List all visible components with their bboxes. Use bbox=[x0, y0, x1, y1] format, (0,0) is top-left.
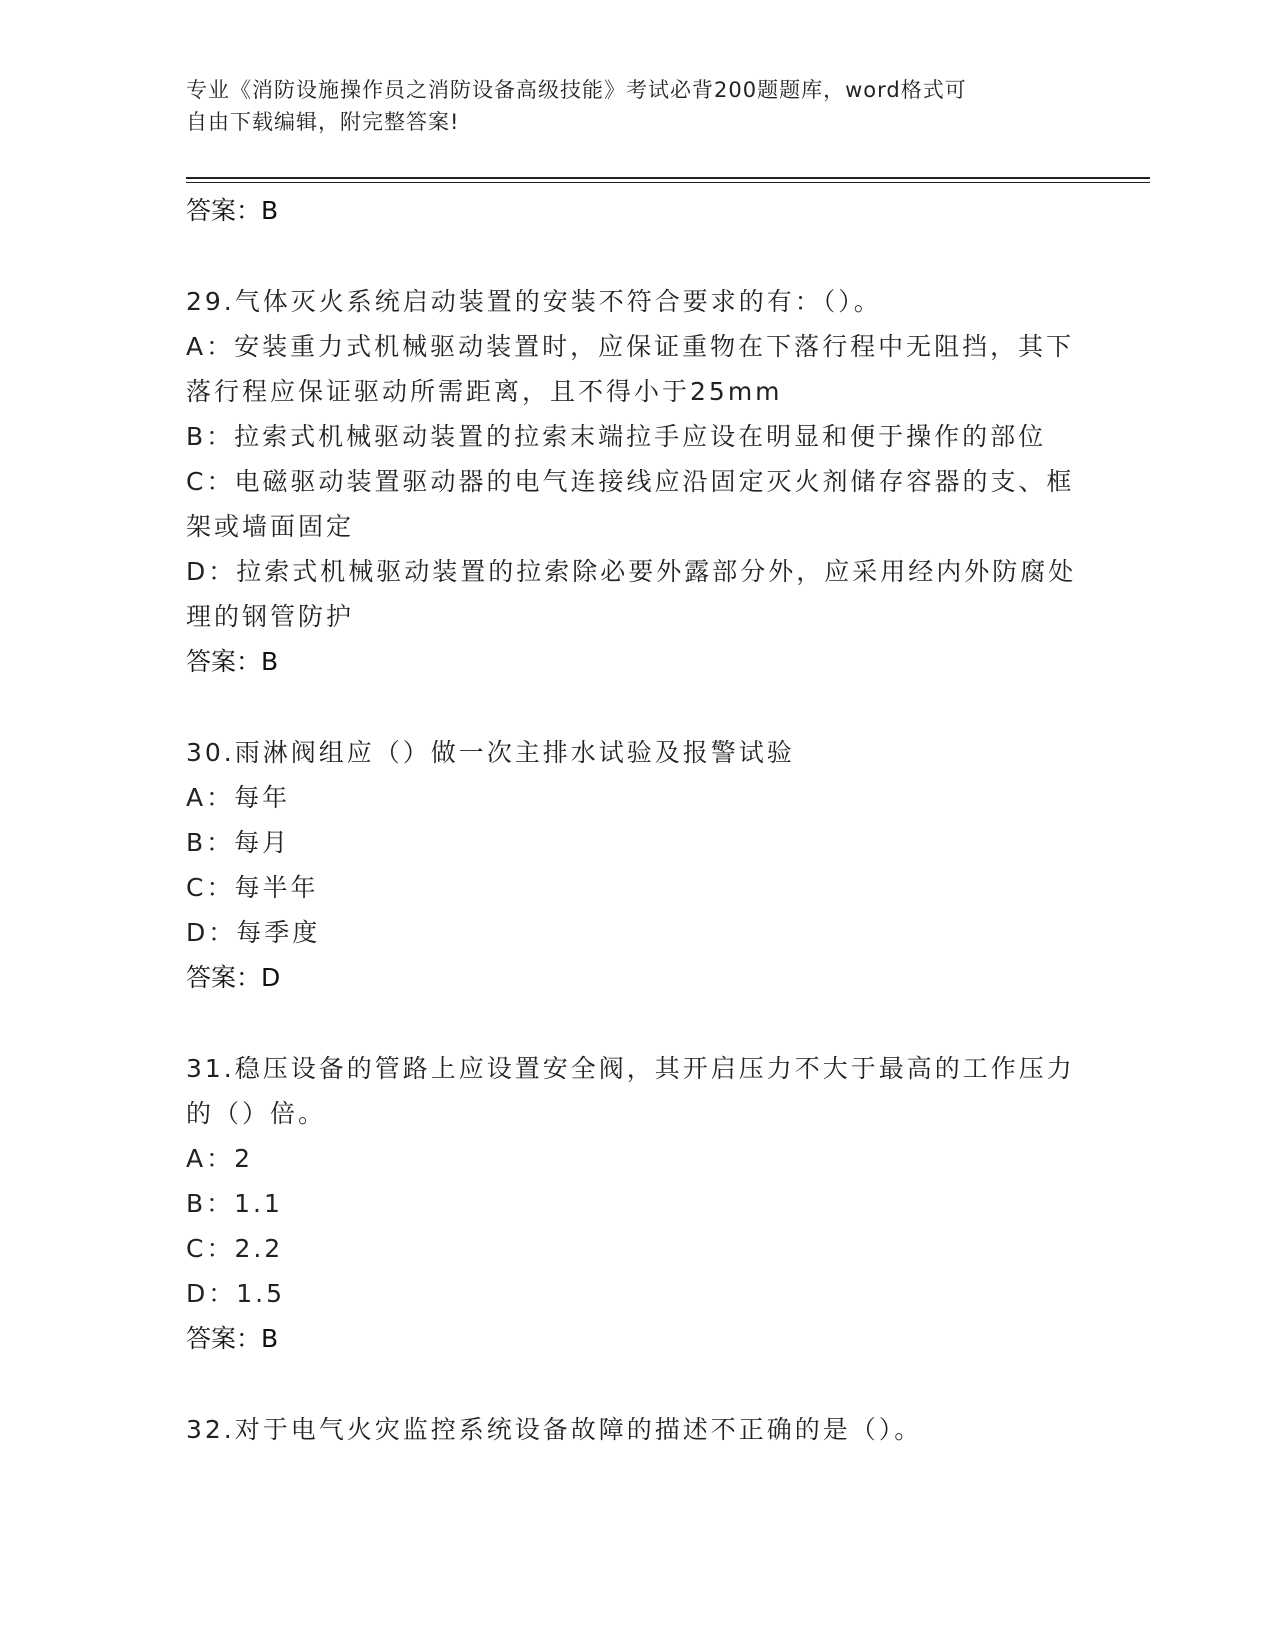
option-a: A：2 bbox=[186, 1144, 254, 1173]
document-body bbox=[186, 188, 1086, 1452]
answer-line: 答案：B bbox=[186, 196, 279, 225]
question-32 bbox=[186, 1407, 1086, 1452]
answer-line: 答案：B bbox=[186, 647, 279, 676]
option-d: D：1.5 bbox=[186, 1279, 286, 1308]
option-b: B：1.1 bbox=[186, 1189, 283, 1218]
question-29 bbox=[186, 279, 1086, 684]
option-d: D：每季度 bbox=[186, 918, 321, 947]
question-text: 31.稳压设备的管路上应设置安全阀，其开启压力不大于最高的工作压力的（）倍。 bbox=[186, 1054, 1075, 1128]
answer-line: 答案：D bbox=[186, 963, 281, 992]
option-c: C：2.2 bbox=[186, 1234, 284, 1263]
option-a: A：每年 bbox=[186, 783, 291, 812]
answer-line: 答案：B bbox=[186, 1324, 279, 1353]
option-c: C：每半年 bbox=[186, 873, 319, 902]
question-31 bbox=[186, 1046, 1086, 1361]
document-header bbox=[186, 74, 1066, 138]
option-b: B：每月 bbox=[186, 828, 291, 857]
question-text: 29.气体灭火系统启动装置的安装不符合要求的有：（）。 bbox=[186, 287, 882, 316]
header-line-2: 自由下载编辑，附完整答案! bbox=[186, 110, 460, 134]
option-c: C：电磁驱动装置驱动器的电气连接线应沿固定灭火剂储存容器的支、框架或墙面固定 bbox=[186, 467, 1075, 541]
header-line-1: 专业《消防设施操作员之消防设备高级技能》考试必背200题题库，word格式可 bbox=[186, 78, 967, 102]
question-text: 32.对于电气火灾监控系统设备故障的描述不正确的是（）。 bbox=[186, 1415, 923, 1444]
option-a: A：安装重力式机械驱动装置时，应保证重物在下落行程中无阻挡，其下落行程应保证驱动所需距离，且不得小于25mm bbox=[186, 332, 1075, 406]
header-divider bbox=[186, 177, 1150, 183]
option-d: D：拉索式机械驱动装置的拉索除必要外露部分外，应采用经内外防腐处理的钢管防护 bbox=[186, 557, 1077, 631]
question-text: 30.雨淋阀组应（）做一次主排水试验及报警试验 bbox=[186, 738, 795, 767]
question-30 bbox=[186, 730, 1086, 1000]
option-b: B：拉索式机械驱动装置的拉索末端拉手应设在明显和便于操作的部位 bbox=[186, 422, 1047, 451]
